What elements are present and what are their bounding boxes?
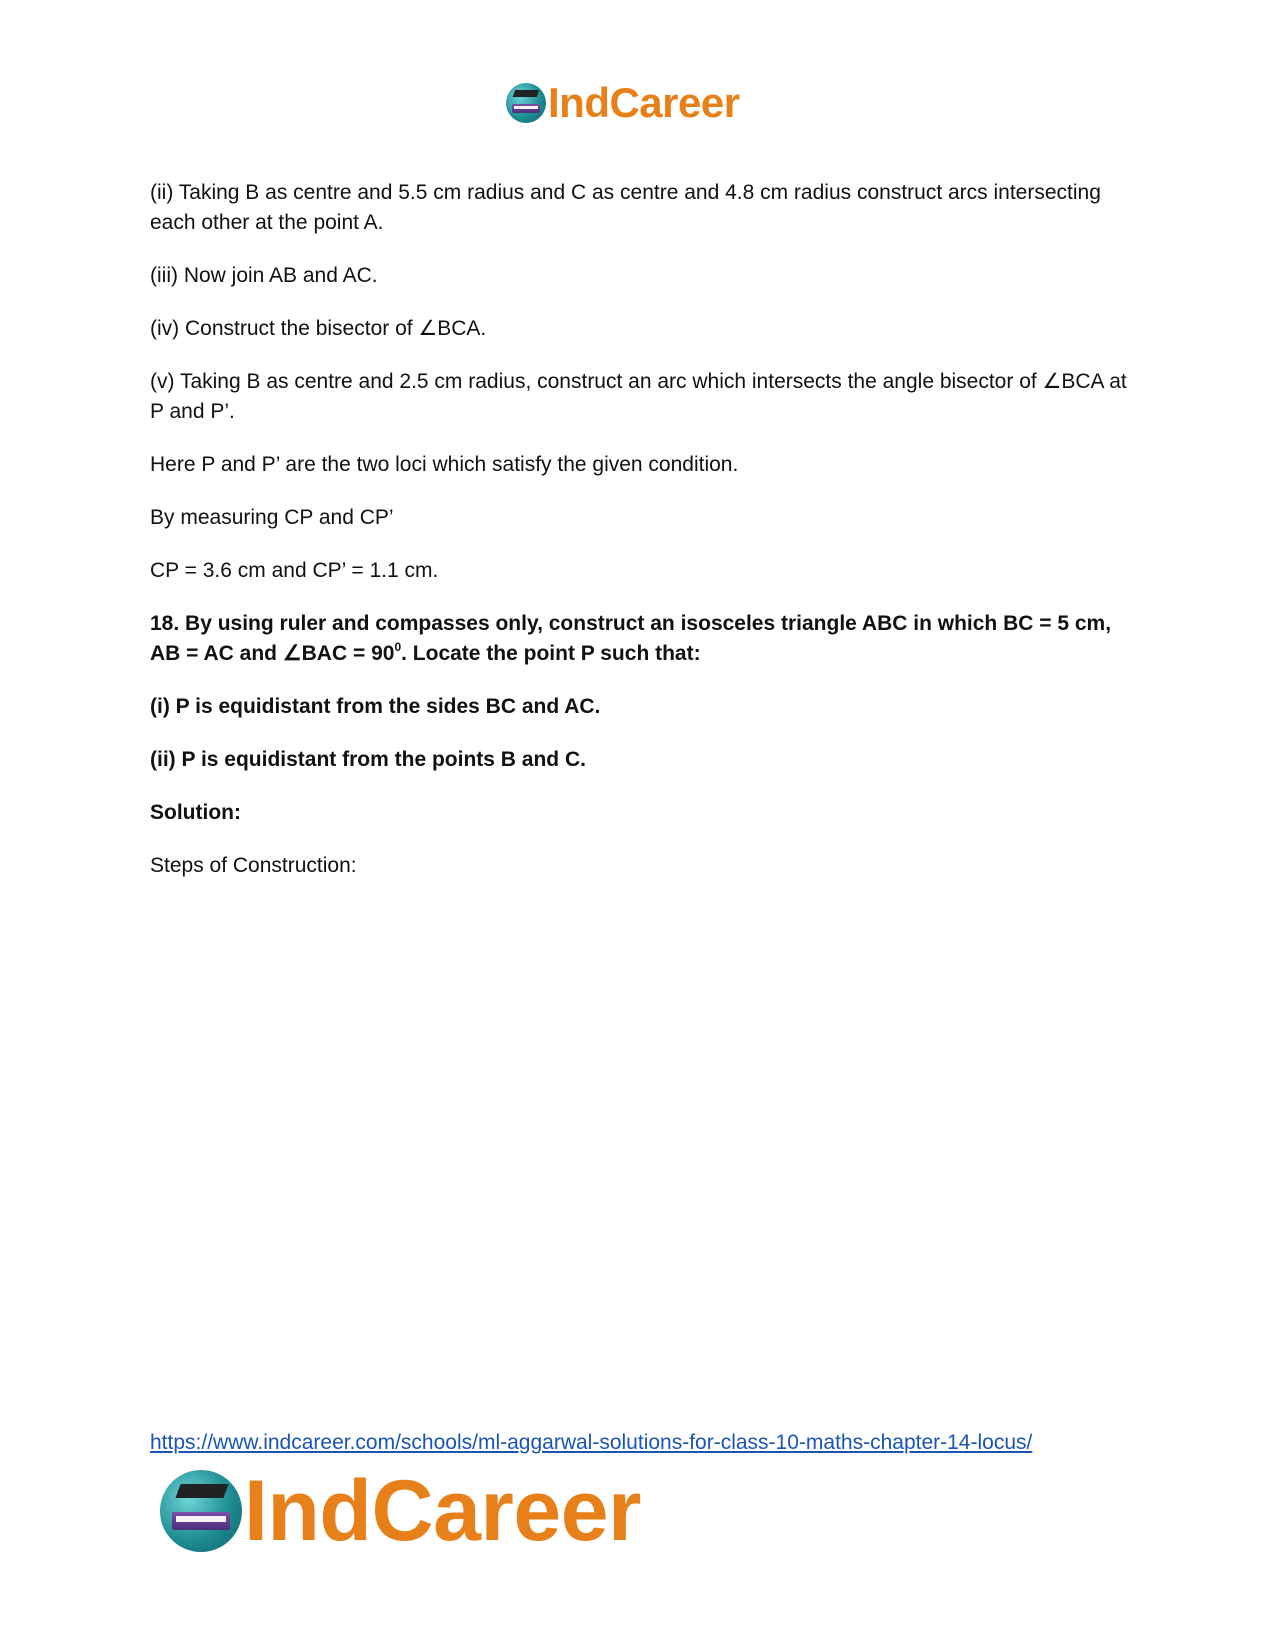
solution-label: Solution: xyxy=(150,801,241,824)
graduation-cap-book-icon xyxy=(506,83,546,123)
footer-logo xyxy=(160,1462,641,1559)
measuring-text: By measuring CP and CP’ xyxy=(150,506,394,529)
question-18-part-i: (i) P is equidistant from the sides BC and AC. xyxy=(150,695,601,718)
header-logo-text: IndCareer xyxy=(548,79,740,126)
footer-logo-text: IndCareer xyxy=(244,1462,641,1559)
source-link[interactable]: https://www.indcareer.com/schools/ml-aggarwal-solutions-for-class-10-maths-chapter-14-locus/ xyxy=(150,1431,1033,1454)
question-18 xyxy=(150,609,1135,669)
steps-label: Steps of Construction: xyxy=(150,854,357,877)
step-ii: (ii) Taking B as centre and 5.5 cm radius and C as centre and 4.8 cm radius construct arcs intersecting each other at the point A. xyxy=(150,181,1101,234)
question-18-text-end: . Locate the point P such that: xyxy=(401,642,701,665)
step-v: (v) Taking B as centre and 2.5 cm radius, construct an arc which intersects the angle bisector of ∠BCA at P and P’. xyxy=(150,370,1127,423)
document-body xyxy=(150,178,1135,904)
result-text: CP = 3.6 cm and CP’ = 1.1 cm. xyxy=(150,559,439,582)
question-18-text: 18. By using ruler and compasses only, construct an isosceles triangle ABC in which BC = 5 cm, AB = AC and ∠BAC = 90 xyxy=(150,612,1112,665)
header-logo xyxy=(506,80,740,126)
graduation-cap-book-icon xyxy=(160,1470,242,1552)
question-18-part-ii: (ii) P is equidistant from the points B and C. xyxy=(150,748,586,771)
step-iii: (iii) Now join AB and AC. xyxy=(150,264,378,287)
step-iv: (iv) Construct the bisector of ∠BCA. xyxy=(150,317,487,340)
loci-statement: Here P and P’ are the two loci which satisfy the given condition. xyxy=(150,453,739,476)
degree-superscript: 0 xyxy=(394,640,402,654)
